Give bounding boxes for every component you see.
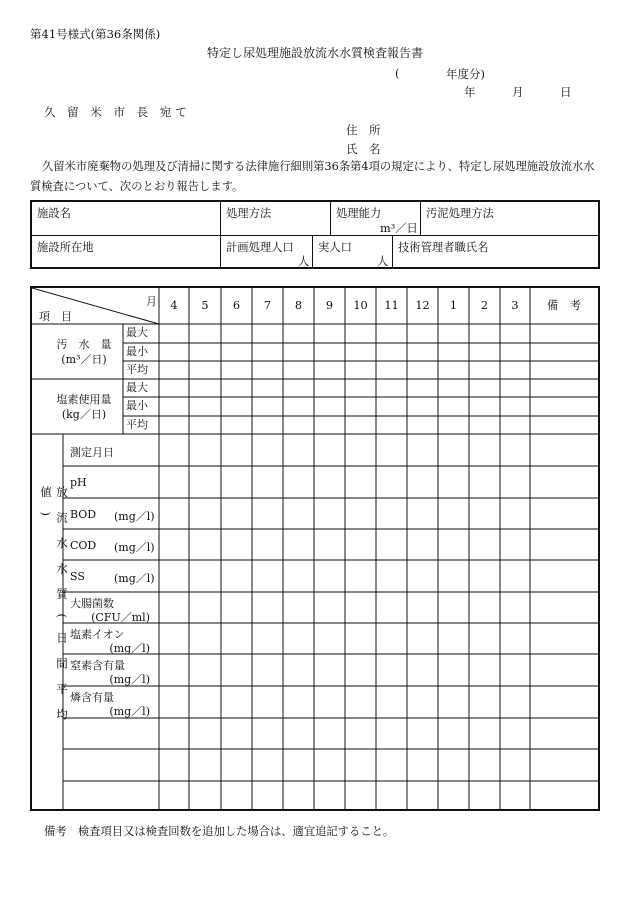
date-year: 年 — [464, 85, 476, 99]
quality-item-unit: (mg／l) — [109, 673, 150, 686]
name-label: 氏 名 — [346, 142, 381, 156]
sewage-min: 最小 — [126, 345, 148, 358]
month-header: 10 — [353, 299, 368, 312]
capacity-unit: m³／日 — [380, 222, 418, 235]
facility-name-label: 施設名 — [37, 207, 71, 220]
sewage-unit: (m³／日) — [61, 353, 107, 366]
quality-item-unit: (CFU／ml) — [91, 611, 150, 624]
planned-pop-label: 計画処理人口 — [226, 241, 294, 254]
month-header: 3 — [511, 299, 519, 312]
quality-item-unit: (mg／l) — [109, 642, 150, 655]
chlorine-avg: 平均 — [126, 418, 148, 431]
intro-text: 久留米市廃棄物の処理及び清掃に関する法律施行細則第36条第4項の規定により、特定し尿処理施設放流水水質検査について、次のとおり報告します。 — [30, 160, 595, 193]
chlorine-max: 最大 — [126, 381, 148, 394]
address-label: 住 所 — [346, 123, 381, 137]
quality-item-name: SS — [70, 570, 85, 583]
fiscal-year-open: ( — [395, 66, 400, 80]
quality-item-name: BOD — [70, 508, 97, 521]
month-header: 11 — [384, 299, 399, 312]
addressee: 久 留 米 市 長 宛て — [44, 105, 191, 119]
month-header: 9 — [325, 299, 334, 312]
quality-item-name: 窒素含有量 — [70, 659, 125, 672]
remarks-header: 備 考 — [547, 299, 581, 312]
method-label: 処理方法 — [226, 207, 272, 220]
quality-item-name: pH — [70, 476, 87, 489]
sludge-method-label: 汚泥処理方法 — [426, 207, 494, 220]
actual-pop-unit: 人 — [377, 255, 389, 268]
planned-pop-unit: 人 — [298, 255, 310, 268]
manager-label: 技術管理者職氏名 — [398, 241, 489, 254]
quality-item-name: 大腸菌数 — [70, 597, 114, 610]
monthly-table — [30, 286, 600, 811]
corner-item: 項 目 — [39, 310, 72, 323]
month-header: 2 — [480, 299, 489, 312]
chlorine-min: 最小 — [126, 399, 148, 412]
month-header: 8 — [294, 299, 303, 312]
sewage-max: 最大 — [126, 326, 148, 339]
quality-item-name: 塩素イオン — [70, 628, 125, 641]
remark-note: 備考 検査項目又は検査回数を追加した場合は、適宜追記すること。 — [44, 825, 395, 838]
fiscal-year-label: 年度分) — [446, 67, 485, 81]
corner-month: 月 — [146, 295, 157, 308]
location-label: 施設所在地 — [37, 241, 94, 254]
actual-pop-label: 実人口 — [318, 241, 352, 254]
quality-item-name: COD — [70, 539, 97, 552]
quality-item-unit: (mg／l) — [114, 510, 155, 523]
month-header: 7 — [263, 299, 272, 312]
month-header: 12 — [415, 299, 430, 312]
document-title: 特定し尿処理施設放流水水質検査報告書 — [206, 46, 423, 60]
quality-item-unit: (mg／l) — [109, 705, 150, 718]
date-day: 日 — [560, 85, 572, 99]
quality-item-unit: (mg／l) — [114, 541, 155, 554]
chlorine-label: 塩素使用量 — [56, 393, 112, 406]
quality-group-label: 放流水水質(日間平均値) — [39, 486, 69, 734]
date-month: 月 — [512, 85, 524, 99]
quality-item-name: 測定月日 — [70, 446, 114, 459]
chlorine-unit: (kg／日) — [61, 408, 107, 421]
capacity-label: 処理能力 — [336, 207, 382, 220]
form-number: 第41号様式(第36条関係) — [30, 27, 161, 41]
month-header: 1 — [449, 299, 458, 312]
quality-item-unit: (mg／l) — [114, 572, 155, 585]
sewage-label: 汚 水 量 — [56, 338, 112, 351]
month-header: 5 — [201, 299, 209, 312]
month-header: 4 — [170, 299, 178, 312]
facility-box — [30, 200, 600, 269]
sewage-avg: 平均 — [126, 363, 148, 376]
quality-item-name: 燐含有量 — [70, 691, 114, 704]
month-header: 6 — [232, 299, 241, 312]
